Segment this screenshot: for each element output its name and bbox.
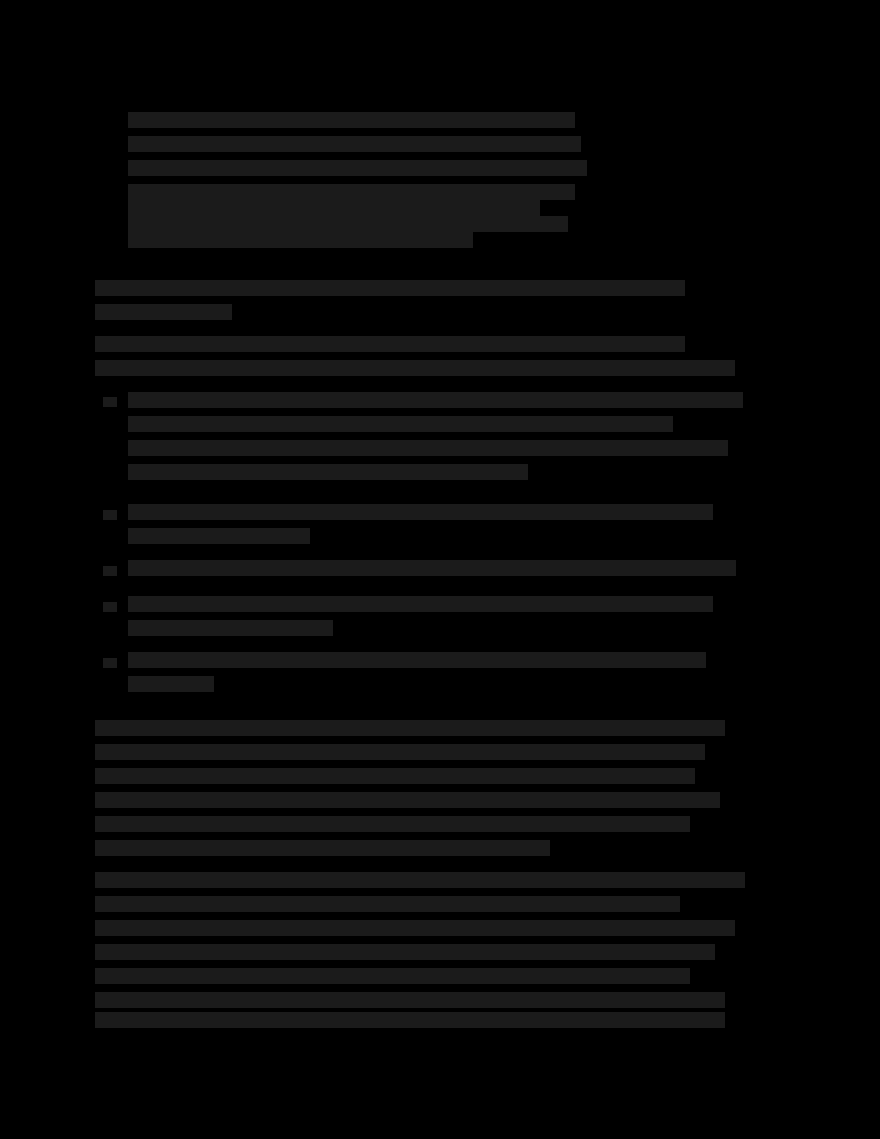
quote-line	[128, 200, 540, 216]
list-marker	[103, 566, 117, 576]
quote-line	[128, 184, 575, 200]
list-item-line	[128, 560, 736, 576]
list-item-line	[128, 528, 310, 544]
paragraph-line	[95, 304, 232, 320]
list-marker	[103, 658, 117, 668]
paragraph-line	[95, 792, 720, 808]
paragraph-line	[95, 720, 725, 736]
paragraph-line	[95, 992, 725, 1008]
paragraph-line	[95, 1012, 725, 1028]
list-marker	[103, 397, 117, 407]
paragraph-line	[95, 968, 690, 984]
paragraph-line	[95, 872, 745, 888]
paragraph-line	[95, 920, 735, 936]
list-item-line	[128, 676, 214, 692]
list-item-line	[128, 652, 706, 668]
list-item-line	[128, 464, 528, 480]
paragraph-line	[95, 744, 705, 760]
paragraph-line	[95, 944, 715, 960]
list-item-line	[128, 596, 713, 612]
paragraph-line	[95, 280, 685, 296]
quote-line	[128, 160, 587, 176]
list-item-line	[128, 416, 673, 432]
list-item-line	[128, 392, 743, 408]
paragraph-line	[95, 360, 735, 376]
paragraph-line	[95, 840, 550, 856]
list-marker	[103, 510, 117, 520]
paragraph-line	[95, 768, 695, 784]
paragraph-line	[95, 896, 680, 912]
paragraph-line	[95, 816, 690, 832]
quote-line	[128, 136, 581, 152]
list-item-line	[128, 440, 728, 456]
paragraph-line	[95, 336, 685, 352]
quote-line	[128, 216, 568, 232]
list-item-line	[128, 620, 333, 636]
quote-line	[128, 112, 575, 128]
list-marker	[103, 602, 117, 612]
list-item-line	[128, 504, 713, 520]
quote-line	[128, 232, 473, 248]
